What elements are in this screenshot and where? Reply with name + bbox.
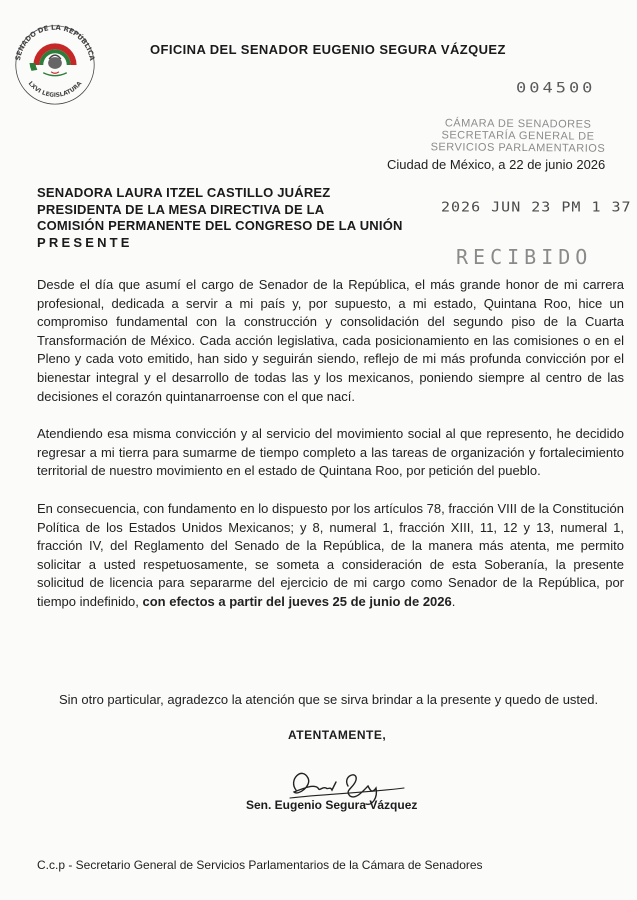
recipient-title: PRESIDENTA DE LA MESA DIRECTIVA DE LA <box>37 201 325 217</box>
body-paragraph-2: Atendiendo esa misma convicción y al servicio del movimiento social al que represento, he decidido regresar a mi tierra para sumarme de tiempo completo a las tareas de organización y fortalecimiento territorial de nuestro movimiento en el estado de Quintana Roo, por petición del pueblo. <box>37 426 624 479</box>
recipient-body: COMISIÓN PERMANENTE DEL CONGRESO DE LA UNIÓN <box>37 218 403 233</box>
seal-top-text: SENADO DE LA REPÚBLICA <box>13 23 97 62</box>
svg-text:SENADO DE LA REPÚBLICA <box>14 24 96 62</box>
camara-receipt-stamp <box>428 117 608 155</box>
date-line: Ciudad de México, a 22 de junio 2026 <box>387 157 606 172</box>
recipient-presente: PRESENTE <box>37 234 133 250</box>
office-title: OFICINA DEL SENADOR EUGENIO SEGURA VÁZQUEZ <box>150 42 506 57</box>
senate-seal-logo <box>6 14 104 112</box>
seal-bottom-text: LXVI LEGISLATURA <box>26 80 84 99</box>
body-paragraph-3-text: En consecuencia, con fundamento en lo dispuesto por los artículos 78, fracción VIII de la Constitución Política de los Estados Unidos Mexicanos; y 8, numeral 1, fracción XIII, 11, 12 y 13, numeral 1, fracción IV, del Reglamento del Senado de la República, de la manera más atenta, me permito solicitar a usted respetuosamente, se someta a consideración de esta Soberanía, la presente solicitud de licencia para separarme del ejercicio de mi cargo como Senador de la República, por tiempo indefinido, <box>37 500 624 609</box>
body-paragraph-3-end: . <box>451 593 456 609</box>
closing-line: Sin otro particular, agradezco la atención que se sirva brindar a la presente y quedo de usted. <box>59 692 599 707</box>
camara-stamp-line: CÁMARA DE SENADORES <box>444 117 592 131</box>
recipient-block <box>37 185 403 251</box>
ccp-line: C.c.p - Secretario General de Servicios Parlamentarios de la Cámara de Senadores <box>37 858 483 872</box>
body-paragraph-3 <box>37 500 624 612</box>
camara-stamp-line: SERVICIOS PARLAMENTARIOS <box>430 141 606 155</box>
recipient-name: SENADORA LAURA ITZEL CASTILLO JUÁREZ <box>37 185 331 200</box>
effective-date-text: con efectos a partir del jueves 25 de junio de 2026 <box>142 593 452 609</box>
sign-off: ATENTAMENTE, <box>288 728 387 742</box>
svg-text:LXVI LEGISLATURA <box>27 80 84 98</box>
signer-name: Sen. Eugenio Segura Vázquez <box>246 798 418 812</box>
received-label-stamp: RECIBIDO <box>456 245 593 269</box>
folio-number-stamp: 004500 <box>516 79 596 97</box>
received-time-stamp: 2026 JUN 23 PM 1 37 <box>441 198 632 216</box>
camara-stamp-line: SECRETARÍA GENERAL DE <box>441 129 595 143</box>
body-paragraph-1: Desde el día que asumí el cargo de Senador de la República, el más grande honor de mi carrera profesional, dedicada a servir a mi país y, por supuesto, a mi estado, Quintana Roo, hice un compromiso fundamental con la construcción y consolidación del segundo piso de la Cuarta Transformación de México. Cada acción legislativa, cada posicionamiento en las comisiones o en el Pleno y cada voto emitido, han sido y seguirán siendo, reflejo de mi más profunda convicción por el bienestar integral y el desarrollo de todas las y los mexicanos, poniendo siempre al centro de las decisiones el corazón quintanarroense con el que nací. <box>37 277 624 404</box>
letter-body <box>37 276 624 631</box>
